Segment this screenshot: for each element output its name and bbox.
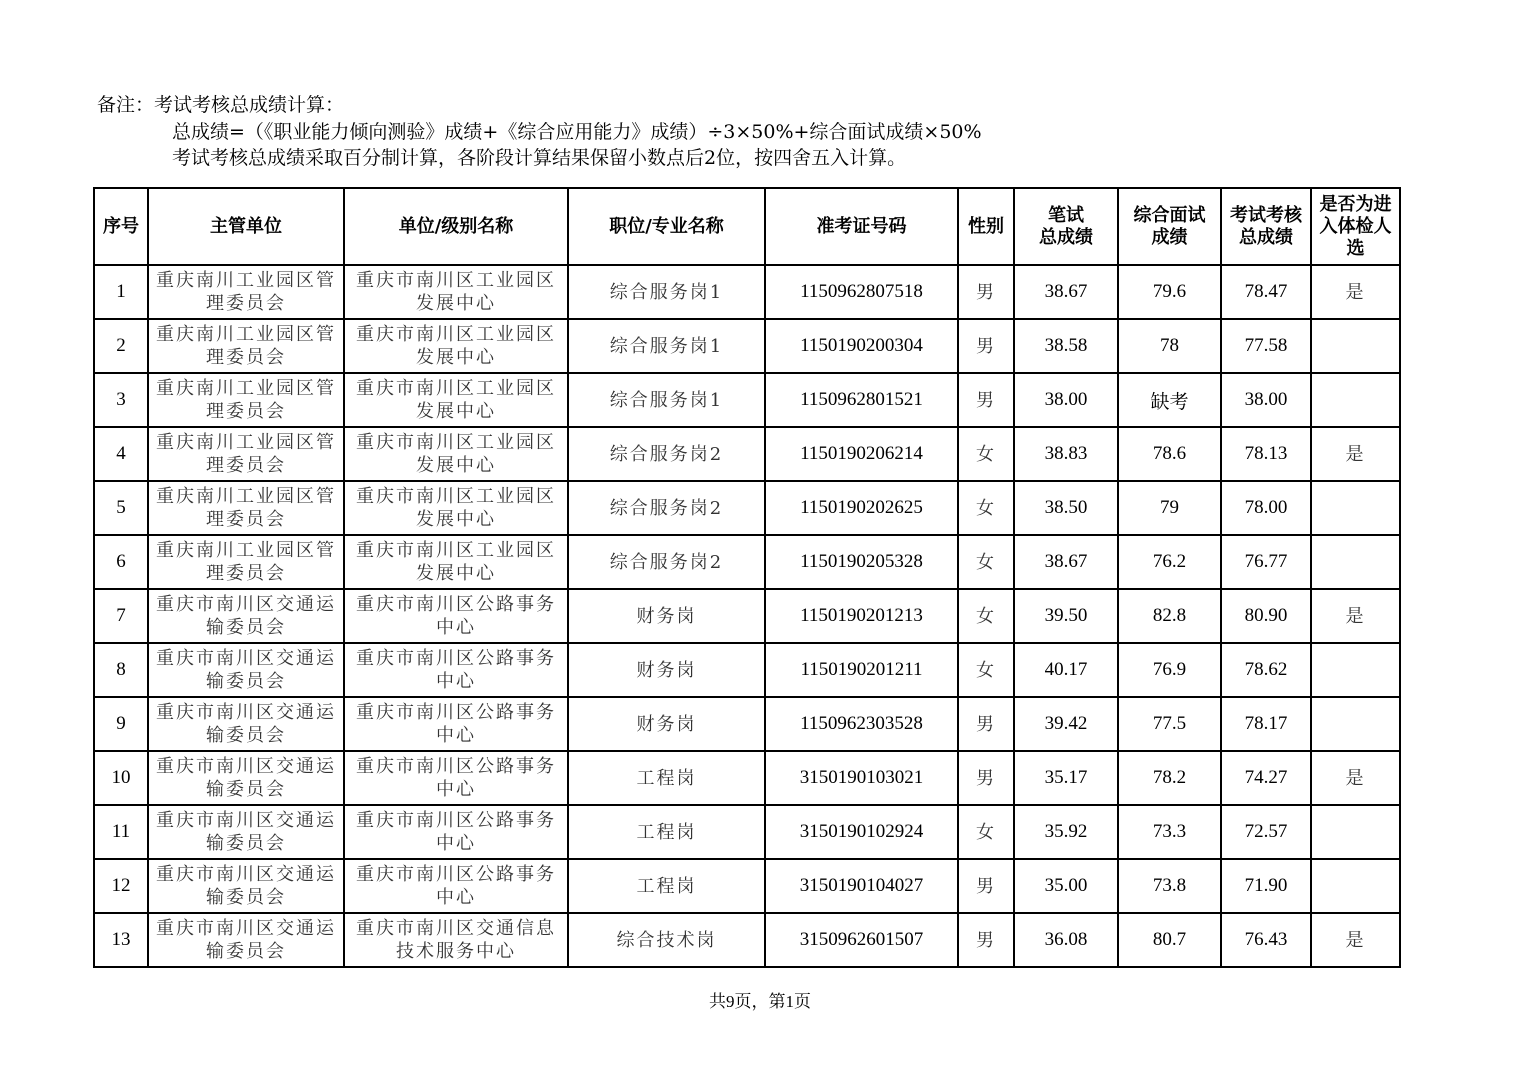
unit-cell: 重庆市南川区工业园区发展中心 <box>344 535 568 589</box>
post-cell: 综合技术岗 <box>568 913 765 967</box>
total-score-cell: 72.57 <box>1221 805 1311 859</box>
post-cell: 财务岗 <box>568 643 765 697</box>
written-score-cell: 35.00 <box>1014 859 1118 913</box>
col-header-interview: 综合面试 成绩 <box>1118 188 1221 265</box>
row-number: 13 <box>94 913 148 967</box>
total-score-cell: 80.90 <box>1221 589 1311 643</box>
total-score-cell: 71.90 <box>1221 859 1311 913</box>
total-score-cell: 76.77 <box>1221 535 1311 589</box>
interview-score-cell: 79.6 <box>1118 265 1221 319</box>
interview-score-cell: 78.2 <box>1118 751 1221 805</box>
dept-cell: 重庆南川工业园区管理委员会 <box>148 265 344 319</box>
table-row <box>94 373 1400 427</box>
written-score-cell: 35.17 <box>1014 751 1118 805</box>
total-score-cell: 78.00 <box>1221 481 1311 535</box>
unit-cell: 重庆市南川区工业园区发展中心 <box>344 319 568 373</box>
col-header-total: 考试考核 总成绩 <box>1221 188 1311 265</box>
dept-cell: 重庆市南川区交通运输委员会 <box>148 859 344 913</box>
ticket-number-cell: 1150190200304 <box>765 319 958 373</box>
post-cell: 财务岗 <box>568 697 765 751</box>
selected-cell <box>1311 535 1400 589</box>
row-number: 10 <box>94 751 148 805</box>
table-header <box>94 188 1400 265</box>
gender-cell: 男 <box>958 859 1014 913</box>
total-score-cell: 38.00 <box>1221 373 1311 427</box>
dept-cell: 重庆南川工业园区管理委员会 <box>148 481 344 535</box>
selected-cell <box>1311 373 1400 427</box>
unit-cell: 重庆市南川区公路事务中心 <box>344 805 568 859</box>
ticket-number-cell: 1150962801521 <box>765 373 958 427</box>
written-score-cell: 38.67 <box>1014 535 1118 589</box>
col-header-unit: 单位/级别名称 <box>344 188 568 265</box>
col-header-ticket: 准考证号码 <box>765 188 958 265</box>
written-score-cell: 39.42 <box>1014 697 1118 751</box>
dept-cell: 重庆市南川区交通运输委员会 <box>148 751 344 805</box>
gender-cell: 男 <box>958 751 1014 805</box>
total-score-cell: 77.58 <box>1221 319 1311 373</box>
written-score-cell: 39.50 <box>1014 589 1118 643</box>
gender-cell: 男 <box>958 697 1014 751</box>
post-cell: 综合服务岗1 <box>568 319 765 373</box>
unit-cell: 重庆市南川区工业园区发展中心 <box>344 373 568 427</box>
post-cell: 工程岗 <box>568 859 765 913</box>
selected-cell <box>1311 643 1400 697</box>
total-score-cell: 74.27 <box>1221 751 1311 805</box>
row-number: 12 <box>94 859 148 913</box>
post-cell: 综合服务岗1 <box>568 373 765 427</box>
note-title: 备注：考试考核总成绩计算： <box>97 94 345 116</box>
col-header-gender: 性别 <box>958 188 1014 265</box>
table-row <box>94 589 1400 643</box>
table-row <box>94 859 1400 913</box>
selected-cell: 是 <box>1311 265 1400 319</box>
table-row <box>94 805 1400 859</box>
unit-cell: 重庆市南川区公路事务中心 <box>344 589 568 643</box>
row-number: 8 <box>94 643 148 697</box>
header-row <box>94 188 1400 265</box>
post-cell: 财务岗 <box>568 589 765 643</box>
written-score-cell: 35.92 <box>1014 805 1118 859</box>
post-cell: 综合服务岗2 <box>568 481 765 535</box>
row-number: 4 <box>94 427 148 481</box>
table-row <box>94 265 1400 319</box>
col-header-post: 职位/专业名称 <box>568 188 765 265</box>
row-number: 3 <box>94 373 148 427</box>
written-score-cell: 38.58 <box>1014 319 1118 373</box>
row-number: 7 <box>94 589 148 643</box>
selected-cell: 是 <box>1311 427 1400 481</box>
unit-cell: 重庆市南川区公路事务中心 <box>344 751 568 805</box>
unit-cell: 重庆市南川区公路事务中心 <box>344 859 568 913</box>
ticket-number-cell: 3150190103021 <box>765 751 958 805</box>
written-score-cell: 40.17 <box>1014 643 1118 697</box>
post-cell: 综合服务岗2 <box>568 427 765 481</box>
interview-score-cell: 79 <box>1118 481 1221 535</box>
gender-cell: 女 <box>958 481 1014 535</box>
page-footer: 共9页，第1页 <box>709 992 811 1011</box>
ticket-number-cell: 1150190201211 <box>765 643 958 697</box>
table-row <box>94 481 1400 535</box>
written-score-cell: 38.00 <box>1014 373 1118 427</box>
interview-score-cell: 77.5 <box>1118 697 1221 751</box>
written-score-cell: 38.67 <box>1014 265 1118 319</box>
gender-cell: 男 <box>958 913 1014 967</box>
dept-cell: 重庆南川工业园区管理委员会 <box>148 535 344 589</box>
ticket-number-cell: 3150962601507 <box>765 913 958 967</box>
ticket-number-cell: 1150190206214 <box>765 427 958 481</box>
total-score-cell: 78.13 <box>1221 427 1311 481</box>
col-header-selected: 是否为进 入体检人 选 <box>1311 188 1400 265</box>
dept-cell: 重庆南川工业园区管理委员会 <box>148 373 344 427</box>
table-row <box>94 697 1400 751</box>
unit-cell: 重庆市南川区公路事务中心 <box>344 697 568 751</box>
total-score-cell: 78.17 <box>1221 697 1311 751</box>
interview-score-cell: 80.7 <box>1118 913 1221 967</box>
selected-cell <box>1311 805 1400 859</box>
ticket-number-cell: 3150190104027 <box>765 859 958 913</box>
row-number: 9 <box>94 697 148 751</box>
gender-cell: 女 <box>958 427 1014 481</box>
interview-score-cell: 76.9 <box>1118 643 1221 697</box>
selected-cell: 是 <box>1311 751 1400 805</box>
unit-cell: 重庆市南川区公路事务中心 <box>344 643 568 697</box>
ticket-number-cell: 1150190202625 <box>765 481 958 535</box>
ticket-number-cell: 3150190102924 <box>765 805 958 859</box>
dept-cell: 重庆市南川区交通运输委员会 <box>148 643 344 697</box>
row-number: 5 <box>94 481 148 535</box>
dept-cell: 重庆市南川区交通运输委员会 <box>148 697 344 751</box>
total-score-cell: 78.62 <box>1221 643 1311 697</box>
gender-cell: 男 <box>958 373 1014 427</box>
interview-score-cell: 76.2 <box>1118 535 1221 589</box>
gender-cell: 女 <box>958 805 1014 859</box>
results-table <box>93 187 1401 968</box>
row-number: 6 <box>94 535 148 589</box>
ticket-number-cell: 1150962303528 <box>765 697 958 751</box>
note-rounding: 考试考核总成绩采取百分制计算，各阶段计算结果保留小数点后2位，按四舍五入计算。 <box>172 147 907 169</box>
unit-cell: 重庆市南川区工业园区发展中心 <box>344 265 568 319</box>
interview-score-cell: 78 <box>1118 319 1221 373</box>
total-score-cell: 78.47 <box>1221 265 1311 319</box>
written-score-cell: 38.50 <box>1014 481 1118 535</box>
col-header-dept: 主管单位 <box>148 188 344 265</box>
table-row <box>94 913 1400 967</box>
post-cell: 综合服务岗1 <box>568 265 765 319</box>
row-number: 1 <box>94 265 148 319</box>
table-row <box>94 643 1400 697</box>
gender-cell: 女 <box>958 589 1014 643</box>
interview-score-cell: 73.3 <box>1118 805 1221 859</box>
interview-score-cell: 73.8 <box>1118 859 1221 913</box>
table-row <box>94 319 1400 373</box>
unit-cell: 重庆市南川区工业园区发展中心 <box>344 427 568 481</box>
interview-score-cell: 78.6 <box>1118 427 1221 481</box>
gender-cell: 男 <box>958 319 1014 373</box>
table-body <box>94 265 1400 967</box>
selected-cell: 是 <box>1311 913 1400 967</box>
selected-cell <box>1311 859 1400 913</box>
interview-score-cell: 82.8 <box>1118 589 1221 643</box>
ticket-number-cell: 1150190205328 <box>765 535 958 589</box>
unit-cell: 重庆市南川区工业园区发展中心 <box>344 481 568 535</box>
selected-cell: 是 <box>1311 589 1400 643</box>
dept-cell: 重庆市南川区交通运输委员会 <box>148 805 344 859</box>
gender-cell: 女 <box>958 643 1014 697</box>
dept-cell: 重庆南川工业园区管理委员会 <box>148 427 344 481</box>
dept-cell: 重庆南川工业园区管理委员会 <box>148 319 344 373</box>
col-header-written: 笔试 总成绩 <box>1014 188 1118 265</box>
written-score-cell: 36.08 <box>1014 913 1118 967</box>
ticket-number-cell: 1150962807518 <box>765 265 958 319</box>
unit-cell: 重庆市南川区交通信息技术服务中心 <box>344 913 568 967</box>
interview-score-cell: 缺考 <box>1118 373 1221 427</box>
ticket-number-cell: 1150190201213 <box>765 589 958 643</box>
post-cell: 综合服务岗2 <box>568 535 765 589</box>
selected-cell <box>1311 697 1400 751</box>
row-number: 11 <box>94 805 148 859</box>
post-cell: 工程岗 <box>568 751 765 805</box>
col-header-no: 序号 <box>94 188 148 265</box>
written-score-cell: 38.83 <box>1014 427 1118 481</box>
table-row <box>94 535 1400 589</box>
row-number: 2 <box>94 319 148 373</box>
selected-cell <box>1311 481 1400 535</box>
gender-cell: 女 <box>958 535 1014 589</box>
table-row <box>94 427 1400 481</box>
total-score-cell: 76.43 <box>1221 913 1311 967</box>
note-formula: 总成绩=（《职业能力倾向测验》成绩+《综合应用能力》成绩）÷3×50%+综合面试成绩×50% <box>172 120 982 143</box>
gender-cell: 男 <box>958 265 1014 319</box>
dept-cell: 重庆市南川区交通运输委员会 <box>148 589 344 643</box>
notes-block <box>97 92 982 172</box>
dept-cell: 重庆市南川区交通运输委员会 <box>148 913 344 967</box>
post-cell: 工程岗 <box>568 805 765 859</box>
selected-cell <box>1311 319 1400 373</box>
table-row <box>94 751 1400 805</box>
